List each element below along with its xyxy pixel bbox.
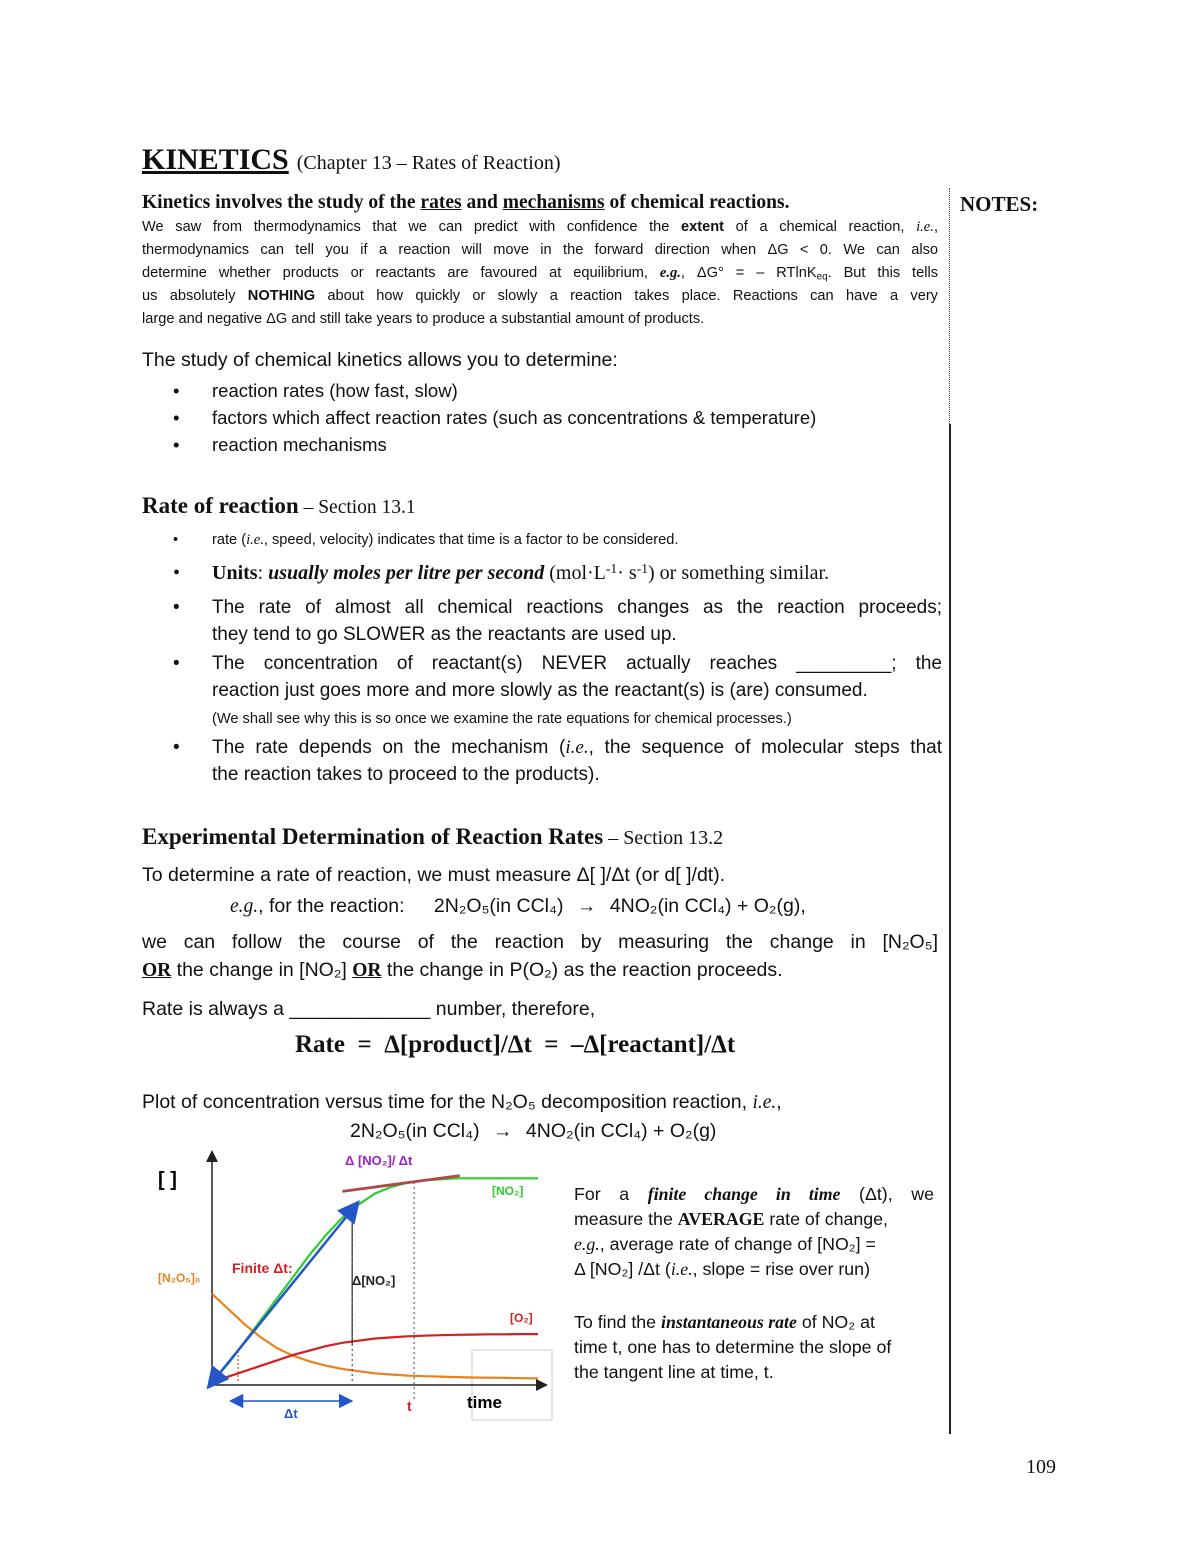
text-bold: AVERAGE [677, 1209, 765, 1229]
intro-heading-text: and [461, 192, 503, 213]
page-number: 109 [1026, 1456, 1056, 1478]
text: about how quickly or slowly a reaction takes place. Reactions can have a very [315, 288, 938, 304]
notes-divider-solid [949, 424, 951, 1434]
text: Plot of concentration versus time for the N₂O₅ decomposition reaction, [142, 1091, 753, 1113]
intro-line [142, 216, 938, 239]
text: us absolutely [142, 288, 248, 304]
text: (mol·L [544, 562, 606, 584]
reaction-plus: + [653, 1120, 665, 1142]
notes-label: NOTES: [960, 192, 1039, 216]
delta-t-label: Δt [284, 1406, 298, 1421]
text: of NO₂ at [796, 1312, 875, 1332]
text: • The concentration of reactant(s) NEVER actually reaches _________; the [212, 653, 942, 674]
intro-heading-text: of chemical reactions. [604, 192, 790, 213]
text-note: (We shall see why this is so once we examine the rate equations for chemical processes.) [212, 711, 792, 727]
reaction-product: 4NO₂(in CCl₄) [525, 1120, 648, 1142]
text: we can follow the course of the reaction by measuring the change in [N₂O₅] [142, 931, 938, 953]
text-bold: extent [681, 219, 725, 235]
title-main: KINETICS [142, 143, 289, 176]
text-bold-italic: finite change in time [647, 1184, 841, 1204]
list-item [142, 527, 942, 554]
experimental-intro: To determine a rate of reaction, we must measure Δ[ ]/Δt (or d[ ]/dt). [142, 864, 726, 886]
title-chapter: (Chapter 13 – Rates of Reaction) [296, 152, 561, 174]
reaction-reactant: 2N₂O₅(in CCl₄) [433, 895, 564, 917]
text: , average rate of change of [NO₂] = [599, 1234, 876, 1254]
text: (Δt), we [840, 1184, 934, 1204]
text-line: the tangent line at time, t. [574, 1362, 774, 1382]
y-axis-label: [ ] [158, 1169, 177, 1191]
plot-reaction [350, 1120, 716, 1143]
n2o5-series-label: [N₂O₅]₀ [158, 1271, 201, 1285]
study-list [142, 377, 942, 458]
text: the reaction takes to proceed to the products). [212, 764, 600, 785]
text-bold-italic: usually moles per litre per second [268, 562, 545, 584]
reaction-example [230, 895, 806, 918]
plot-layer [212, 1176, 538, 1401]
text: , [933, 219, 938, 235]
list-item [142, 650, 942, 734]
text-line [574, 1310, 934, 1335]
text: determine whether products or reactants are favoured at equilibrium, [142, 265, 660, 281]
x-axis-label: time [467, 1393, 502, 1412]
text: To find the [574, 1312, 661, 1332]
concentration-time-chart [140, 1145, 560, 1425]
text: measure the [574, 1209, 678, 1229]
list-item [142, 560, 942, 587]
text: : [257, 562, 269, 584]
text: , the sequence of molecular steps that [588, 737, 942, 758]
text: the change in P(O₂) as the reaction proceeds. [381, 959, 783, 981]
text-italic: i.e. [565, 737, 589, 758]
intro-line [142, 285, 938, 308]
experimental-heading [142, 824, 723, 850]
rate-heading [142, 493, 416, 519]
text-bold: OR [352, 960, 382, 981]
rate-formula: Rate = Δ[product]/Δt = –Δ[reactant]/Δt [295, 1031, 736, 1058]
text: rate of change, [764, 1209, 888, 1229]
list-item: • reaction mechanisms [142, 431, 942, 458]
reaction-arrow: → [492, 1120, 513, 1142]
text-line [574, 1207, 934, 1232]
text-italic: e.g. [574, 1234, 600, 1254]
reaction-plus: + [736, 895, 749, 917]
text-italic: i.e. [246, 532, 264, 548]
experimental-heading-section: – Section 13.2 [603, 827, 724, 849]
text-bold-italic: instantaneous rate [661, 1312, 797, 1332]
o2-series-label: [O₂] [510, 1311, 533, 1325]
reaction-reactant: 2N₂O₅(in CCl₄) [350, 1120, 480, 1142]
text: , slope = rise over run) [692, 1259, 870, 1279]
intro-heading-text: Kinetics involves the study of the [142, 192, 421, 213]
intro-line: thermodynamics can tell you if a reaction will move in the forward direction when ΔG < 0. We can also [142, 242, 938, 258]
text-line [574, 1257, 934, 1282]
text: The rate depends on the mechanism ( [212, 737, 566, 758]
text: For a [574, 1184, 648, 1204]
text: . But this tells [827, 265, 939, 281]
reaction-arrow: → [576, 895, 597, 917]
text: rate ( [212, 532, 247, 548]
text-bold: NOTHING [247, 288, 316, 304]
finite-dt-label: Finite Δt: [232, 1260, 293, 1276]
secant-arrow [218, 1204, 357, 1376]
text: they tend to go SLOWER as the reactants are used up. [212, 624, 677, 645]
experimental-heading-title: Experimental Determination of Reaction Rates [142, 824, 604, 849]
intro-heading-mechanisms: mechanisms [502, 192, 605, 213]
list-item [142, 734, 942, 788]
page-title [142, 143, 561, 177]
intro-line: large and negative ΔG and still take years to produce a substantial amount of products. [142, 311, 705, 327]
rate-heading-title: Rate of reaction [142, 493, 299, 518]
reaction-product: O₂(g) [669, 1120, 717, 1142]
text: ) or something similar. [648, 562, 830, 584]
experimental-paragraph [142, 928, 938, 985]
study-heading: The study of chemical kinetics allows you to determine: [142, 349, 618, 371]
text-line [574, 1182, 934, 1207]
text: We saw from thermodynamics that we can predict with confidence the [142, 219, 682, 235]
text-line [142, 956, 938, 985]
reaction-product: 4NO₂(in CCl₄) [609, 895, 732, 917]
text-bold: OR [142, 960, 172, 981]
plot-caption [142, 1091, 782, 1114]
list-item: • factors which affect reaction rates (such as concentrations & temperature) [142, 404, 942, 431]
intro-line [142, 262, 938, 285]
list-item: • reaction rates (how fast, slow) [142, 377, 942, 404]
rate-sign-statement: Rate is always a _____________ number, therefore, [142, 998, 596, 1020]
text: , [776, 1091, 782, 1113]
text: , [800, 895, 806, 917]
text: of a chemical reaction, [724, 219, 917, 235]
text: , for the reaction: [258, 895, 405, 917]
text: • The rate of almost all chemical reactions changes as the reaction proceeds; [212, 597, 942, 618]
text: the change in [NO₂] [171, 959, 353, 981]
tangent-line [342, 1176, 459, 1192]
text: · s [617, 562, 637, 584]
text-italic: i.e. [670, 1259, 693, 1279]
t-label: t [407, 1398, 412, 1414]
slope-label: Δ [NO₂]/ Δt [345, 1153, 413, 1168]
text-italic: e.g. [659, 265, 681, 281]
text-line [574, 1232, 934, 1257]
no2-series-label: [NO₂] [492, 1184, 524, 1198]
delta-no2-label: Δ[NO₂] [352, 1273, 396, 1288]
text: Δ [NO₂] /Δt ( [574, 1259, 671, 1279]
text: , ΔG° = – RTlnK [680, 265, 817, 281]
list-item [142, 594, 942, 648]
notes-divider-dotted [949, 188, 950, 424]
reaction-product: O₂(g) [753, 895, 801, 917]
text-bold: Units [212, 562, 258, 584]
text-italic: i.e. [752, 1092, 777, 1113]
text-sup: -1 [605, 560, 618, 576]
text-sub: eq [816, 271, 828, 283]
text-sup: -1 [636, 560, 649, 576]
intro-paragraph [142, 216, 938, 331]
text-italic: e.g. [230, 896, 259, 917]
chart-explanation [574, 1182, 934, 1385]
intro-heading [142, 192, 942, 214]
rate-heading-section: – Section 13.1 [298, 497, 416, 518]
text-line [212, 734, 942, 761]
text: reaction just goes more and more slowly as the reactant(s) is (are) consumed. [212, 680, 868, 701]
text: , speed, velocity) indicates that time is a factor to be considered. [263, 532, 679, 548]
intro-heading-rates: rates [420, 192, 462, 213]
text-line: time t, one has to determine the slope of [574, 1337, 892, 1357]
rate-list [142, 527, 942, 788]
text-italic: i.e. [916, 219, 934, 235]
